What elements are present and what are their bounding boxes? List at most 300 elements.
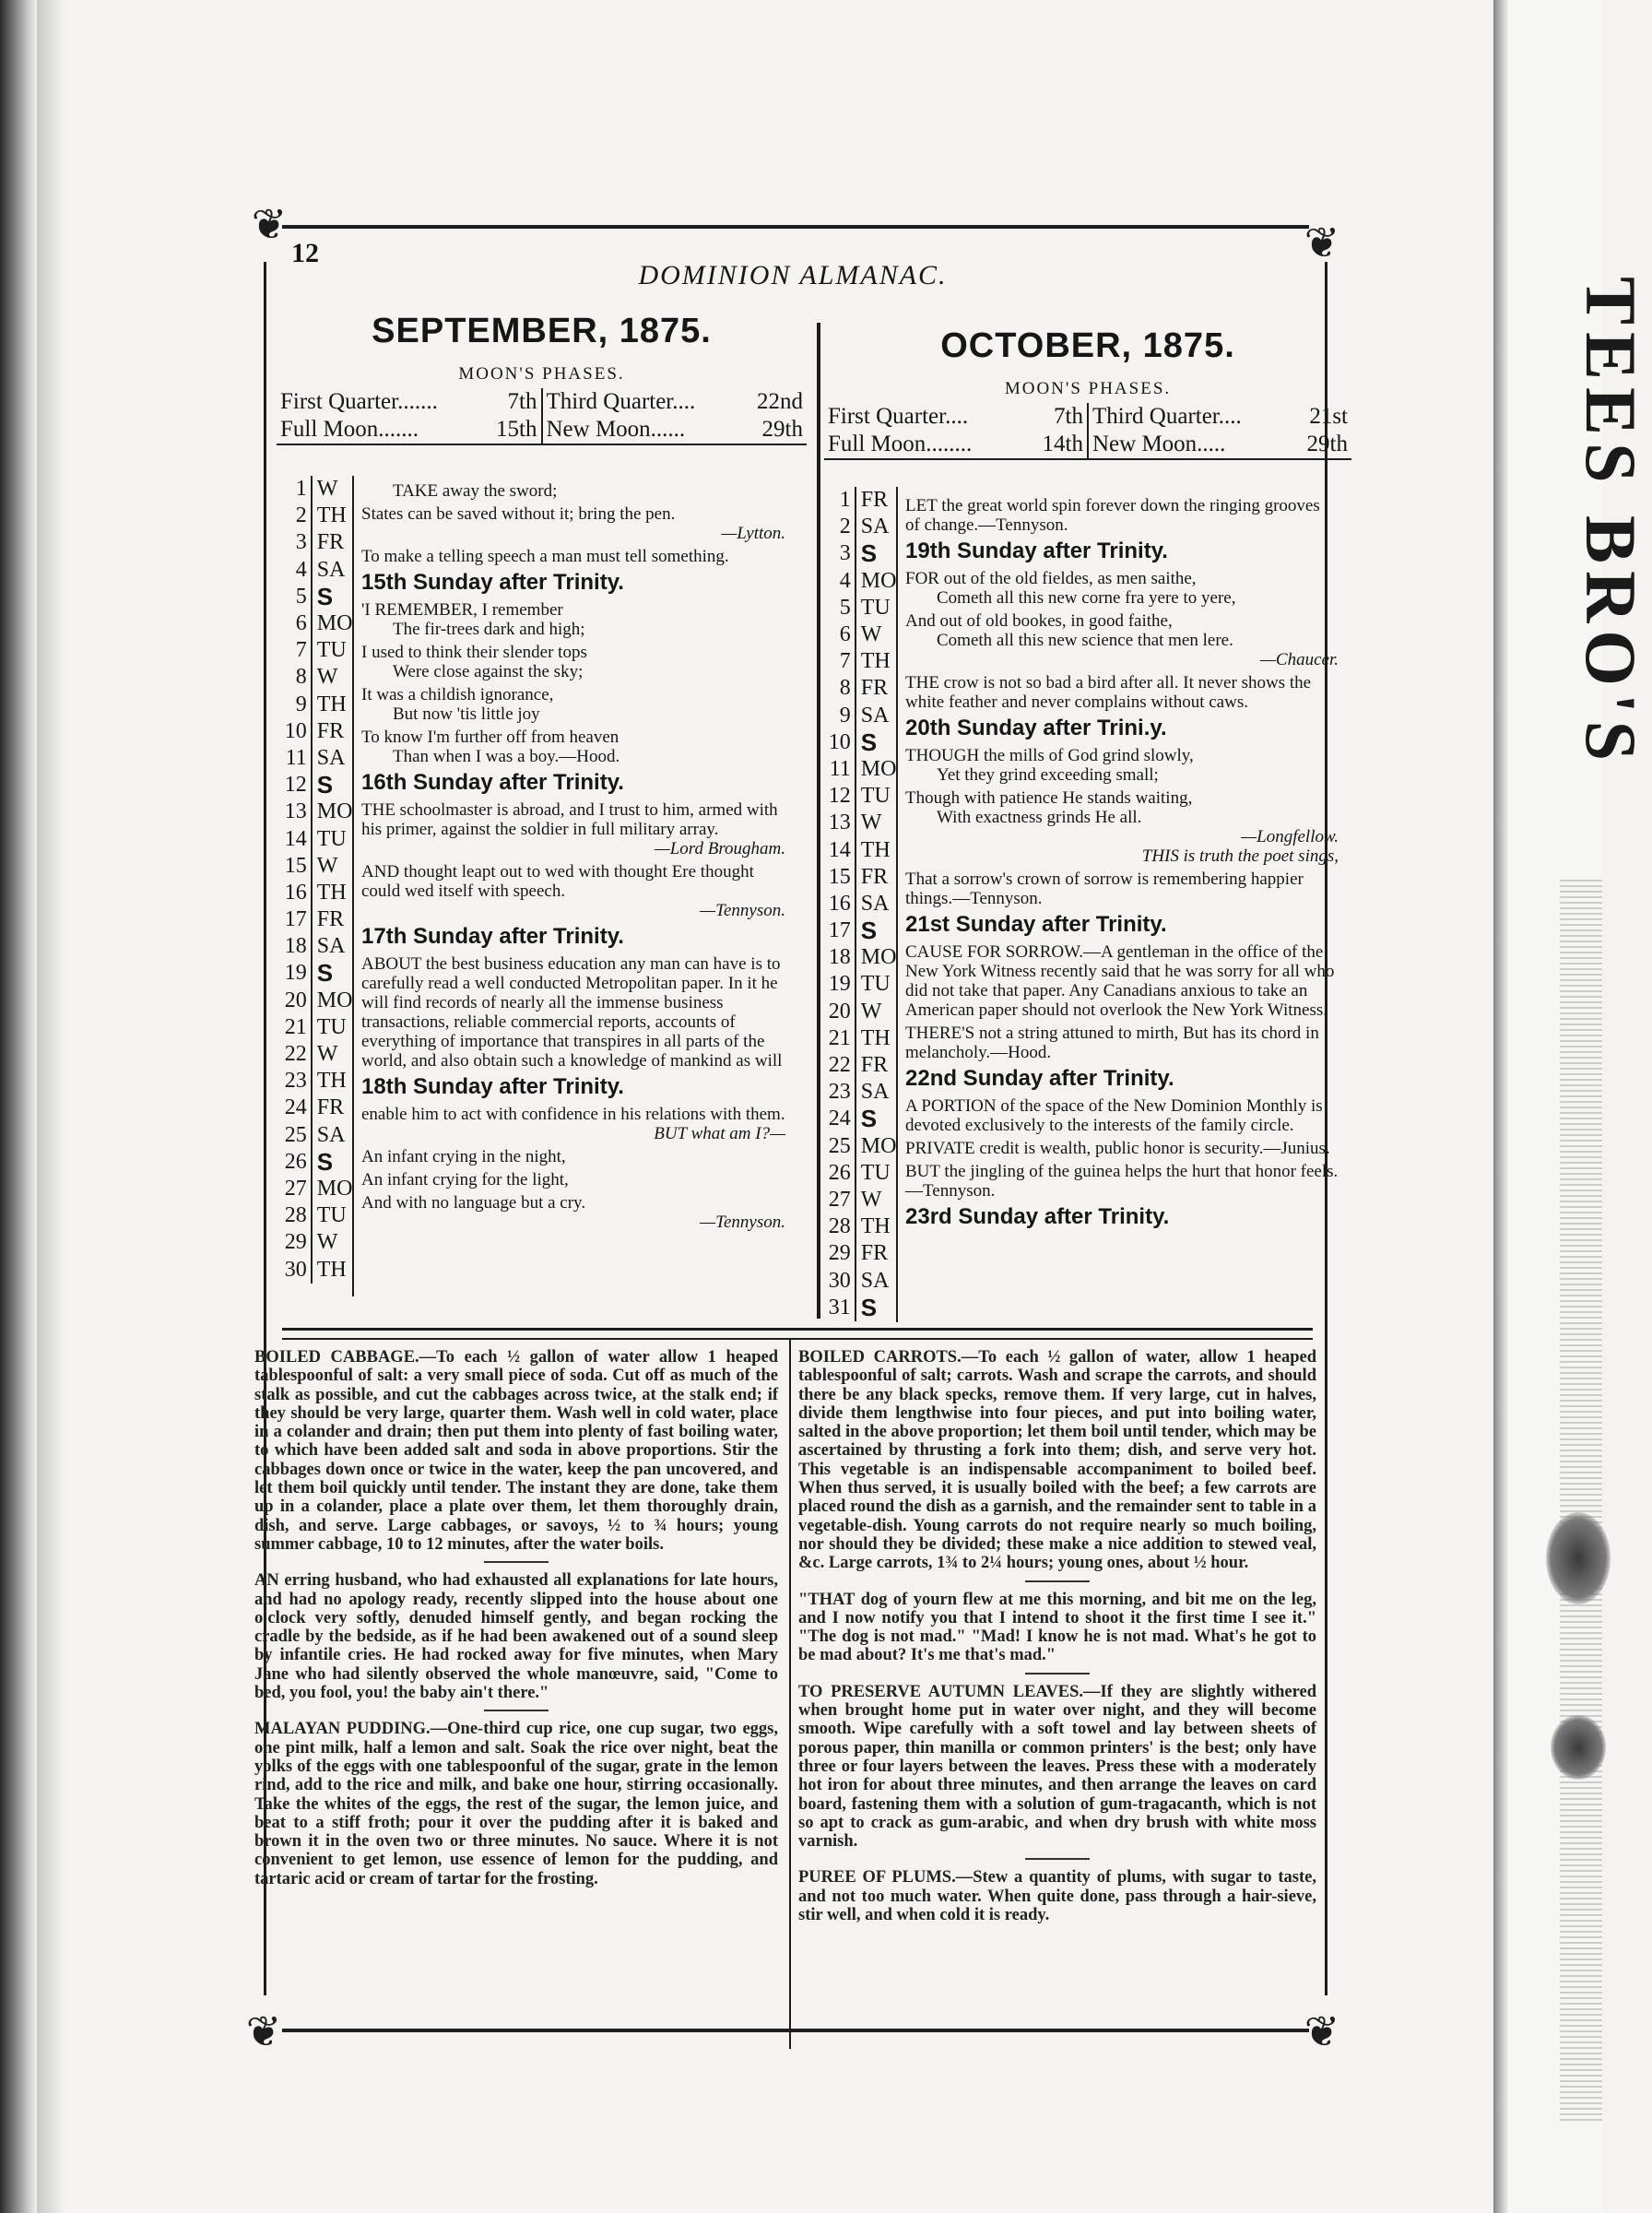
page-edge-left (37, 0, 65, 2213)
article-divider (484, 1561, 549, 1563)
day-of-week: MO (855, 756, 903, 783)
day-number: 17 (284, 907, 307, 932)
almanac-note: Yet they grind exceeding small; (937, 765, 1159, 785)
almanac-note: And with no language but a cry. (361, 1193, 586, 1213)
calendar-day-row (820, 999, 903, 1025)
calendar-day-row (820, 1295, 903, 1321)
calendar-day-row (820, 944, 903, 971)
phase-day: 29th (761, 417, 803, 442)
calendar-day-row (277, 853, 360, 880)
almanac-note: THE schoolmaster is abroad, and I trust to him, armed with his primer, against the soldier in full military array. (361, 800, 778, 839)
calendar-day-row (277, 476, 360, 503)
almanac-note: —Tennyson. (700, 1213, 785, 1232)
calendar-day-row (820, 1133, 903, 1160)
day-number: 4 (295, 557, 307, 582)
almanac-note: CAUSE FOR SORROW.—A gentleman in the office of the New York Witness recently said that he was sorry for all who did not take that paper. Any Canadians anxious to take an American paper should not overlook the New York Witness. (905, 942, 1335, 1020)
facing-page-blot (1546, 1512, 1611, 1604)
almanac-note: —Tennyson. (700, 901, 785, 920)
phase-label: First Quarter.... (828, 404, 969, 429)
day-number: 22 (828, 1053, 851, 1078)
almanac-note: But now 'tis little joy (393, 704, 540, 724)
day-of-week: W (855, 810, 903, 836)
calendar-day-row (820, 1106, 903, 1132)
calendar-day-row (820, 648, 903, 675)
day-of-week: S (855, 1295, 903, 1321)
day-of-week: TH (311, 1256, 360, 1283)
day-number: 27 (284, 1176, 307, 1201)
article-title: PUREE OF PLUMS. (798, 1868, 956, 1888)
calendar-day-row (277, 718, 360, 745)
calendar-day-row (277, 1014, 360, 1041)
phase-day: 7th (507, 389, 537, 414)
day-of-week: S (855, 917, 903, 944)
article-body: —To each ½ gallon of water, allow 1 heaped tablespoonful of salt; carrots. Wash and scrape the carrots, and should there be any black specks, remove them. If very large, cut in halves, divide them lengthwise into four pieces, and put into boiling water, salted in the above proportion; let them boil until tender, which may be ascertained by thrusting a fork into them; dish, and serve very hot. This vegetable is an indispensable accompaniment to boiled beef. When thus served, it is usually boiled with the beef; a few carrots are placed round the dish as a garnish, and the remainder sent to table in a vegetable-dish. Young carrots do not require nearly so much boiling, nor should they be divided; these make a nice addition to stewed veal, &c. Large carrots, 1¾ to 2¼ hours; young ones, about ½ hour. (798, 1348, 1316, 1573)
calendar-day-row (820, 675, 903, 702)
day-number: 22 (284, 1042, 307, 1067)
almanac-note: BUT what am I?— (654, 1124, 785, 1143)
day-of-week: S (311, 960, 360, 987)
day-number: 19 (828, 972, 851, 997)
sunday-heading: 21st Sunday after Trinity. (905, 912, 1167, 937)
calendar-day-row (277, 692, 360, 718)
almanac-note: THOUGH the mills of God grind slowly, (905, 746, 1194, 765)
day-number: 6 (295, 611, 307, 636)
day-of-week: W (311, 476, 360, 503)
almanac-note: Cometh all this new science that men lere. (937, 631, 1233, 650)
day-of-week: W (855, 1187, 903, 1213)
phase-label: New Moon..... (1092, 432, 1226, 456)
day-of-week: MO (311, 988, 360, 1014)
day-of-week: TH (855, 1025, 903, 1052)
calendar-day-row (277, 799, 360, 825)
day-of-week: SA (855, 1267, 903, 1294)
day-of-week: SA (855, 891, 903, 917)
phase-label: Full Moon....... (280, 417, 419, 442)
month-title: OCTOBER, 1875. (940, 326, 1235, 365)
calendar-day-row (820, 540, 903, 567)
calendar-day-row (820, 1025, 903, 1052)
phase-label: New Moon...... (546, 417, 686, 442)
calendar-day-row (277, 906, 360, 933)
calendar-day-row (277, 1095, 360, 1121)
almanac-note: And out of old bookes, in good faithe, (905, 611, 1173, 631)
day-number: 12 (828, 784, 851, 809)
day-of-week: W (311, 853, 360, 880)
article-title: MALAYAN PUDDING. (254, 1720, 431, 1739)
day-number: 8 (295, 665, 307, 690)
corner-ornament-icon: ❦ (245, 2008, 282, 2055)
calendar-day-row (277, 745, 360, 772)
day-number: 28 (828, 1214, 851, 1239)
phase-day: 14th (1042, 432, 1083, 456)
recipe-article (798, 1348, 1316, 1573)
day-of-week: TU (311, 825, 360, 852)
calendar-day-row (820, 1160, 903, 1187)
day-number: 24 (284, 1095, 307, 1120)
calendar-day-row (277, 1202, 360, 1229)
sunday-heading: 23rd Sunday after Trinity. (905, 1204, 1170, 1229)
calendar-day-row (277, 880, 360, 906)
october-day-list (820, 487, 903, 1321)
almanac-note: A PORTION of the space of the New Dominion Monthly is devoted exclusively to the interests of the family circle. (905, 1096, 1323, 1135)
day-number: 25 (284, 1122, 307, 1147)
almanac-note: —Lord Brougham. (654, 839, 785, 858)
article-body: dog of yourn flew at me this morning, and bit me on the leg, and I now notify you that I intend to shoot it the first time I see it." "The dog is not mad." "Mad! I know he is not mad. What's he got to be mad about? It's me that's mad." (798, 1590, 1316, 1665)
page-number: 12 (291, 238, 319, 268)
day-of-week: MO (311, 799, 360, 825)
day-number: 17 (828, 918, 851, 943)
day-of-week: FR (855, 487, 903, 514)
september-day-list (277, 476, 360, 1284)
day-of-week: W (311, 664, 360, 691)
calendar-day-row (820, 621, 903, 648)
day-of-week: S (311, 1149, 360, 1176)
day-of-week: MO (855, 1133, 903, 1160)
phase-day: 15th (496, 417, 537, 442)
day-of-week: MO (311, 610, 360, 637)
bottom-column-separator (789, 1339, 791, 2049)
september-notes (361, 481, 785, 1232)
calendar-day-row (277, 664, 360, 691)
day-of-week: FR (311, 906, 360, 933)
almanac-note: An infant crying in the night, (361, 1147, 566, 1166)
day-number: 7 (839, 649, 851, 674)
day-rule (896, 487, 898, 1322)
day-number: 13 (284, 799, 307, 824)
article-divider (484, 1710, 549, 1711)
october-notes (905, 492, 1339, 1234)
day-number: 1 (839, 488, 851, 513)
almanac-note: ABOUT the best business education any man can have is to carefully read a well conducted Metropolitan paper. In it he will find records of nearly all the immense business transactions, reliable commercial reports, accounts of everything of importance that transpires in all parts of the world, and also obtain such a knowledge of mankind as will (361, 954, 783, 1071)
day-of-week: FR (855, 1052, 903, 1079)
recipe-article (798, 1591, 1316, 1665)
day-of-week: W (311, 1229, 360, 1256)
running-head: DOMINION ALMANAC. (638, 260, 948, 290)
day-of-week: MO (855, 568, 903, 595)
calendar-day-row (277, 988, 360, 1014)
calendar-day-row (277, 610, 360, 637)
day-of-week: TH (311, 503, 360, 529)
calendar-day-row (277, 1068, 360, 1095)
calendar-day-row (820, 487, 903, 514)
day-number: 14 (284, 826, 307, 851)
day-of-week: FR (311, 718, 360, 745)
day-of-week: S (311, 584, 360, 610)
almanac-note: THIS is truth the poet sings, (1141, 846, 1339, 866)
calendar-day-row (277, 1176, 360, 1202)
calendar-day-row (820, 783, 903, 810)
calendar-day-row (277, 1229, 360, 1256)
calendar-day-row (820, 810, 903, 836)
calendar-day-row (820, 1187, 903, 1213)
almanac-note: Though with patience He stands waiting, (905, 788, 1193, 808)
day-of-week: SA (311, 933, 360, 960)
almanac-note: Cometh all this new corne fra yere to yere, (937, 588, 1236, 608)
calendar-day-row (820, 1052, 903, 1079)
corner-ornament-icon: ❦ (1304, 219, 1340, 266)
almanac-note: —Lytton. (721, 524, 785, 543)
day-of-week: TU (855, 971, 903, 998)
day-of-week: TH (855, 1213, 903, 1240)
article-body: —One-third cup rice, one cup sugar, two eggs, one pint milk, half a lemon and salt. Soak the rice over night, beat the yolks of the eggs with one tablespoonful of the sugar, grate in the lemon rind, add to the rice and milk, and bake one hour, stirring occasionally. Take the whites of the eggs, the rest of the sugar, the lemon juice, and beat to a stiff froth; pour it over the pudding after it is baked and brown it in the oven two or three minutes. No sauce. Where it is not convenient to get lemon, use essence of lemon for the pudding, and tartaric acid or cream of tartar for the frosting. (254, 1720, 778, 1888)
calendar-day-row (277, 772, 360, 799)
day-of-week: MO (311, 1176, 360, 1202)
day-number: 7 (295, 638, 307, 663)
day-of-week: FR (855, 864, 903, 891)
article-body: —If they are slightly withered when brought home put in water over night, and they will become smooth. Wipe carefully with a soft towel and lay between sheets of porous paper, thin manilla or common printers' is the best; only have three or four layers between the leaves. Press these with a moderately hot iron for about three minutes, and then arrange the leaves on card board, fastening them with a solution of gum-tragacanth, which is not so apt to crack as gum-arabic, and when dry brush with white moss varnish. (798, 1682, 1317, 1852)
facing-page-engraving (1560, 876, 1602, 2121)
article-body: erring husband, who had exhausted all explanations for late hours, and had no apology ready, recently slipped into the house about one o'clock very softly, denuded himself gently, and began rocking the cradle by the bedside, as if he had been awakened out of a sound sleep by infantile cries. He had rocked away for five minutes, when Mary Jane who had silently observed the whole manœuvre, said, "Come to bed, you fool, you! the baby ain't there." (254, 1571, 778, 1703)
day-of-week: FR (855, 675, 903, 702)
almanac-note: TAKE away the sword; (393, 481, 558, 501)
day-of-week: SA (311, 1122, 360, 1149)
day-number: 20 (828, 999, 851, 1024)
almanac-note: To make a telling speech a man must tell something. (361, 547, 729, 566)
left-recipes-column (254, 1348, 778, 1888)
september-column (277, 312, 807, 445)
calendar-day-row (277, 1149, 360, 1176)
recipe-article (798, 1868, 1316, 1924)
day-number: 15 (284, 853, 307, 878)
calendar-day-row (820, 729, 903, 756)
day-of-week: TH (311, 692, 360, 718)
almanac-note: To know I'm further off from heaven (361, 728, 620, 747)
sunday-heading: 17th Sunday after Trinity. (361, 924, 624, 949)
day-of-week: TU (311, 637, 360, 664)
phase-label: First Quarter....... (280, 389, 438, 414)
day-of-week: TH (855, 648, 903, 675)
article-title: AN (254, 1571, 279, 1591)
day-of-week: TU (855, 595, 903, 621)
calendar-day-row (820, 703, 903, 729)
day-number: 11 (285, 745, 307, 770)
recipe-article (798, 1683, 1316, 1852)
corner-ornament-icon: ❦ (1304, 2008, 1340, 2055)
sunday-heading: 15th Sunday after Trinity. (361, 570, 624, 595)
almanac-note: Than when I was a boy.—Hood. (393, 747, 620, 766)
corner-ornament-icon: ❦ (251, 201, 288, 248)
day-number: 16 (284, 880, 307, 905)
almanac-note: States can be saved without it; bring the pen. (361, 504, 676, 524)
day-of-week: MO (855, 944, 903, 971)
day-number: 5 (295, 584, 307, 609)
calendar-day-row (277, 1122, 360, 1149)
day-number: 10 (828, 729, 851, 754)
almanac-note: 'I REMEMBER, I remember (361, 600, 563, 620)
day-number: 23 (284, 1069, 307, 1094)
recipe-article (254, 1348, 778, 1554)
day-of-week: SA (311, 557, 360, 584)
sunday-heading: 19th Sunday after Trinity. (905, 538, 1168, 563)
day-number: 4 (839, 568, 851, 593)
calendar-day-row (820, 917, 903, 944)
calendar-day-row (820, 756, 903, 783)
day-number: 28 (284, 1203, 307, 1228)
day-number: 23 (828, 1080, 851, 1105)
calendar-day-row (277, 933, 360, 960)
sunday-heading: 16th Sunday after Trinity. (361, 770, 624, 795)
day-number: 24 (828, 1106, 851, 1131)
day-of-week: FR (311, 529, 360, 556)
article-divider (1025, 1580, 1090, 1582)
almanac-note: That a sorrow's crown of sorrow is remembering happier things.—Tennyson. (905, 870, 1304, 908)
almanac-note: Were close against the sky; (393, 662, 584, 681)
phase-day: 21st (1309, 404, 1348, 429)
day-number: 26 (828, 1160, 851, 1185)
day-number: 27 (828, 1187, 851, 1212)
sunday-heading: 18th Sunday after Trinity. (361, 1074, 624, 1099)
article-divider (1025, 1673, 1090, 1675)
calendar-day-row (277, 960, 360, 987)
almanac-note: The fir-trees dark and high; (393, 620, 585, 639)
october-column (824, 312, 1351, 460)
phase-label: Third Quarter.... (546, 389, 696, 414)
almanac-note: THERE'S not a string attuned to mirth, But has its chord in melancholy.—Hood. (905, 1024, 1319, 1062)
day-of-week: W (855, 621, 903, 648)
calendar-day-row (820, 1240, 903, 1267)
day-number: 30 (284, 1257, 307, 1282)
day-of-week: S (855, 540, 903, 567)
day-number: 15 (828, 864, 851, 889)
article-title: BOILED CARROTS. (798, 1348, 962, 1367)
article-body: —Stew a quantity of plums, with sugar to taste, and not too much water. When quite done, pass through a hair-sieve, stir well, and when cold it is ready. (798, 1868, 1316, 1925)
day-number: 31 (828, 1295, 851, 1320)
phase-label: Third Quarter.... (1092, 404, 1242, 429)
day-of-week: TH (311, 880, 360, 906)
calendar-day-row (277, 637, 360, 664)
day-number: 11 (829, 756, 851, 781)
day-number: 6 (839, 622, 851, 647)
facing-page-gutter (1495, 0, 1508, 2213)
month-title: SEPTEMBER, 1875. (372, 312, 712, 350)
calendar-day-row (820, 864, 903, 891)
sunday-heading: 22nd Sunday after Trinity. (905, 1066, 1174, 1091)
moon-phases-table (277, 388, 807, 445)
day-number: 16 (828, 891, 851, 916)
almanac-note: —Longfellow. (1241, 827, 1339, 846)
calendar-day-row (820, 514, 903, 540)
almanac-note: PRIVATE credit is wealth, public honor is security.—Junius. (905, 1139, 1330, 1158)
article-title: TO PRESERVE AUTUMN LEAVES. (798, 1682, 1084, 1701)
day-of-week: TU (311, 1014, 360, 1041)
calendar-day-row (820, 971, 903, 998)
moon-phases-title: MOON'S PHASES. (1004, 379, 1172, 398)
day-number: 5 (839, 595, 851, 620)
almanac-note: With exactness grinds He all. (937, 808, 1142, 827)
facing-page (1493, 0, 1651, 2213)
day-number: 13 (828, 811, 851, 835)
day-number: 9 (839, 703, 851, 728)
section-double-rule (282, 1328, 1313, 1340)
day-number: 10 (284, 718, 307, 743)
day-number: 14 (828, 837, 851, 862)
calendar-day-row (277, 1041, 360, 1068)
almanac-note: It was a childish ignorance, (361, 685, 554, 704)
calendar-day-row (277, 503, 360, 529)
day-of-week: TU (311, 1202, 360, 1229)
day-of-week: FR (311, 1095, 360, 1121)
day-of-week: FR (855, 1240, 903, 1267)
day-number: 19 (284, 961, 307, 986)
day-number: 1 (295, 477, 307, 502)
day-number: 3 (839, 541, 851, 566)
calendar-day-row (820, 1079, 903, 1106)
day-number: 30 (828, 1268, 851, 1293)
day-number: 3 (295, 530, 307, 555)
recipe-article (254, 1571, 778, 1702)
calendar-day-row (820, 1267, 903, 1294)
day-of-week: SA (855, 703, 903, 729)
day-number: 20 (284, 988, 307, 1012)
almanac-note: LET the great world spin forever down the ringing grooves of change.—Tennyson. (905, 496, 1320, 535)
day-rule (352, 476, 354, 1296)
moon-phases-title: MOON'S PHASES. (458, 364, 625, 384)
day-of-week: SA (855, 514, 903, 540)
day-of-week: W (311, 1041, 360, 1068)
day-number: 26 (284, 1149, 307, 1174)
calendar-day-row (820, 891, 903, 917)
moon-phases-table (824, 403, 1351, 460)
day-number: 2 (839, 515, 851, 539)
day-of-week: W (855, 999, 903, 1025)
day-number: 29 (284, 1230, 307, 1255)
day-number: 29 (828, 1241, 851, 1266)
day-of-week: S (855, 1106, 903, 1132)
phase-day: 7th (1054, 404, 1083, 429)
sunday-heading: 20th Sunday after Trini.y. (905, 716, 1167, 740)
day-number: 21 (284, 1014, 307, 1039)
day-number: 8 (839, 676, 851, 701)
day-number: 25 (828, 1133, 851, 1158)
phase-label: Full Moon........ (828, 432, 973, 456)
article-divider (1025, 1858, 1090, 1860)
almanac-note: FOR out of the old fieldes, as men saithe, (905, 569, 1197, 588)
day-number: 18 (284, 934, 307, 959)
almanac-note: —Chaucer. (1260, 650, 1339, 669)
almanac-note: BUT the jingling of the guinea helps the hurt that honor feels.—Tennyson. (905, 1162, 1339, 1201)
calendar-day-row (277, 557, 360, 584)
day-of-week: TU (855, 1160, 903, 1187)
day-of-week: TH (855, 836, 903, 863)
calendar-day-row (820, 1213, 903, 1240)
right-recipes-column (798, 1348, 1316, 1924)
recipe-article (254, 1720, 778, 1888)
phase-day: 29th (1306, 432, 1348, 456)
almanac-note: I used to think their slender tops (361, 643, 587, 662)
day-of-week: TU (855, 783, 903, 810)
day-number: 21 (828, 1025, 851, 1050)
day-of-week: TH (311, 1068, 360, 1095)
day-of-week: SA (311, 745, 360, 772)
day-of-week: SA (855, 1079, 903, 1106)
calendar-day-row (277, 825, 360, 852)
almanac-note: AND thought leapt out to wed with thought Ere thought could wed itself with speech. (361, 862, 754, 901)
article-title: BOILED CABBAGE. (254, 1348, 419, 1367)
frame-bottom-rule (282, 2029, 1309, 2032)
day-number: 9 (295, 692, 307, 716)
facing-page-brand: TEES BRO'S (1571, 277, 1651, 769)
almanac-note: enable him to act with confidence in his relations with them. (361, 1105, 785, 1124)
day-number: 2 (295, 503, 307, 528)
article-title: "THAT (798, 1590, 856, 1609)
phase-day: 22nd (757, 389, 803, 414)
scan-shadow-left (0, 0, 37, 2213)
facing-page-blot (1551, 1715, 1606, 1780)
frame-top-rule (282, 225, 1309, 229)
day-number: 12 (284, 773, 307, 798)
almanac-note: THE crow is not so bad a bird after all. It never shows the white feather and never complains without caws. (905, 673, 1312, 712)
day-of-week: S (311, 772, 360, 799)
